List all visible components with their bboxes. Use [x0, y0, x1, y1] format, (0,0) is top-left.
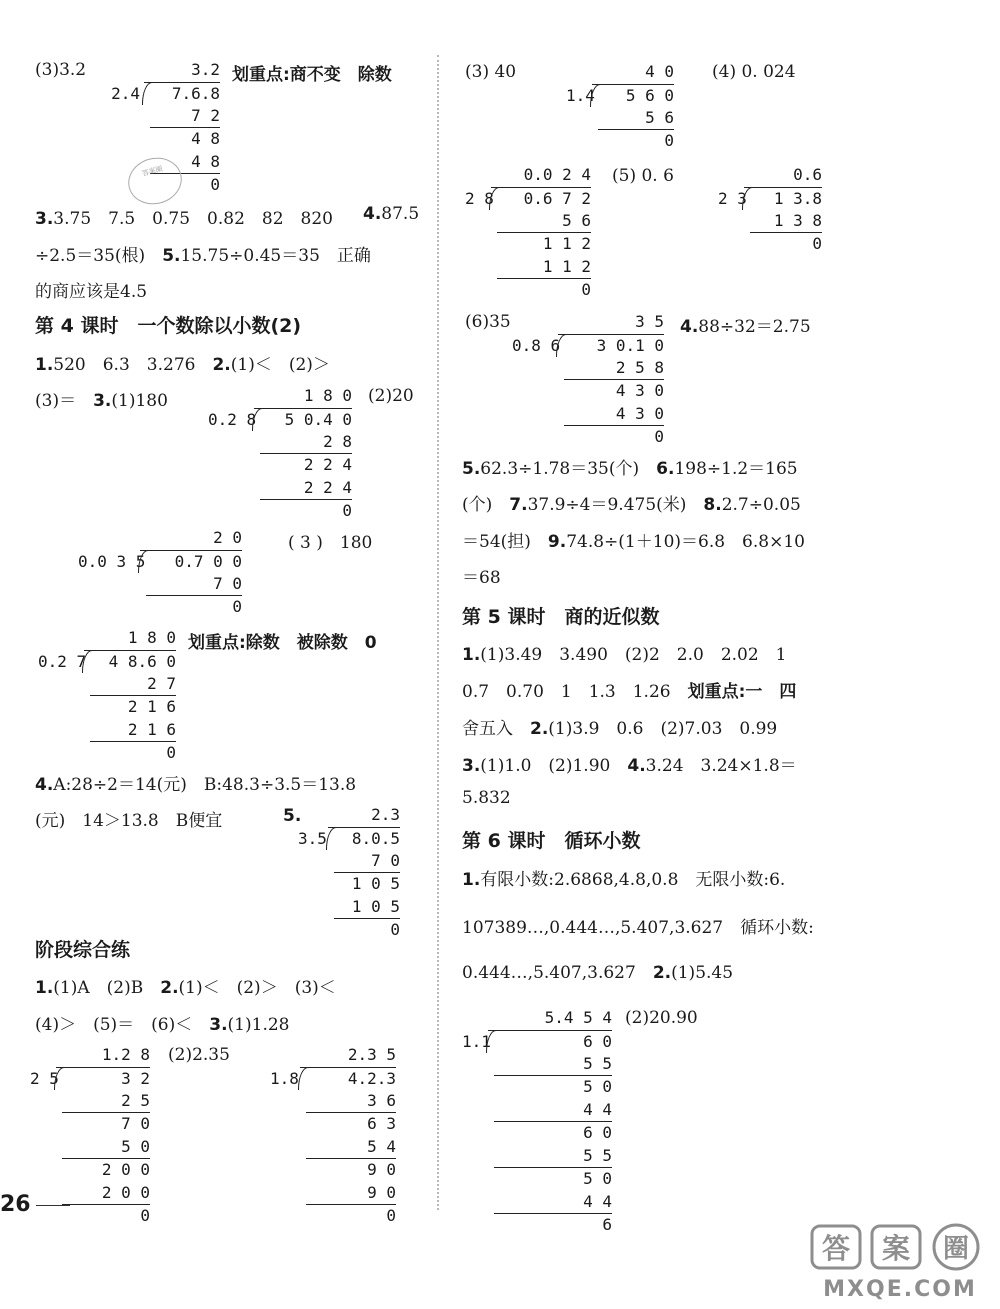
division-step: 7 0: [121, 1114, 150, 1133]
answer-item: (2)20.90: [625, 1008, 698, 1028]
division-step: 0: [166, 743, 176, 762]
division-step: 5 4: [367, 1137, 396, 1156]
answer-item: (3) 40: [465, 62, 517, 82]
division-divisor: 0.0 3 5: [78, 552, 146, 571]
division-quotient: 4 0: [645, 62, 674, 81]
division-step: 0: [232, 597, 242, 616]
division-dividend: 4.2.3: [347, 1069, 396, 1088]
division-rule: [598, 129, 674, 130]
answer-line: (3)＝ 3.(1)180: [35, 391, 168, 411]
division-rule: [62, 1204, 150, 1205]
answer-line: 0.444…,5.407,3.627 2.(1)5.45: [462, 963, 734, 983]
division-step: 5 5: [583, 1054, 612, 1073]
division-quotient: 1.2 8: [101, 1045, 150, 1064]
answer-line: 3.3.75 7.5 0.75 0.82 82 820: [35, 209, 333, 229]
division-quotient: 1 8 0: [303, 386, 352, 405]
division-step: 2 2 4: [303, 455, 352, 474]
division-dividend: 0.7 0 0: [174, 552, 242, 571]
division-rule: [334, 918, 400, 919]
division-step: 0: [390, 920, 400, 939]
division-dividend: 5 0.4 0: [284, 410, 352, 429]
division-rule: [494, 1167, 612, 1168]
division-rule: [564, 425, 664, 426]
division-step: 0: [581, 280, 591, 299]
answer-line: 4.87.5: [363, 204, 420, 224]
answer-line: 107389…,0.444…,5.407,3.627 循环小数:: [462, 918, 814, 938]
watermark-logo: [810, 1222, 990, 1302]
answer-line: (4)＞ (5)＝ (6)＜ 3.(1)1.28: [35, 1015, 290, 1035]
svg-text:圈: 圈: [942, 1234, 970, 1264]
answer-line: 3.(1)1.0 (2)1.90 4.3.24 3.24×1.8＝: [462, 756, 797, 776]
division-step: 2 8: [323, 432, 352, 451]
division-step: 4 4: [583, 1192, 612, 1211]
answer-line: 5.62.3÷1.78＝35(个) 6.198÷1.2＝165: [462, 459, 798, 479]
division-divisor: 2 8: [465, 189, 494, 208]
key-point-note: 划重点:除数 被除数 0: [188, 633, 377, 653]
division-bar: [558, 334, 664, 335]
division-step: 2 1 6: [127, 697, 176, 716]
division-step: 0: [664, 131, 674, 150]
division-quotient: 1 8 0: [127, 628, 176, 647]
division-step: 4 4: [583, 1100, 612, 1119]
division-step: 0: [386, 1206, 396, 1225]
division-divisor: 3.5: [298, 829, 327, 848]
answer-line: 1.520 6.3 3.276 2.(1)＜ (2)＞: [35, 355, 330, 375]
division-divisor: 0.2 7: [38, 652, 87, 671]
answer-line: 4.A:28÷2＝14(元) B:48.3÷3.5＝13.8: [35, 775, 357, 795]
division-bar: [144, 82, 220, 83]
division-step: 2 5 8: [615, 358, 664, 377]
answer-line: (元) 14＞13.8 B便宜: [35, 811, 223, 831]
division-step: 5 0: [583, 1169, 612, 1188]
division-step: 1 0 5: [351, 874, 400, 893]
division-step: 0: [342, 501, 352, 520]
division-divisor: 0.8 6: [512, 336, 561, 355]
division-rule: [750, 232, 822, 233]
division-step: 3 6: [367, 1091, 396, 1110]
division-bar: [491, 187, 591, 188]
answer-line: ＝68: [462, 568, 501, 588]
section-heading: 第 6 课时 循环小数: [462, 830, 641, 852]
division-step: 4 8: [191, 152, 220, 171]
division-bar: [592, 84, 674, 85]
division-quotient: 2 0: [213, 528, 242, 547]
division-step: 4 3 0: [615, 381, 664, 400]
division-bar: [84, 650, 176, 651]
answer-line: ＝54(担) 9.74.8÷(1＋10)＝6.8 6.8×10: [462, 532, 805, 552]
division-rule: [90, 741, 176, 742]
division-step: 5 5: [583, 1146, 612, 1165]
division-bar: [254, 408, 352, 409]
svg-text:答: 答: [821, 1232, 851, 1265]
svg-text:MXQE.COM: MXQE.COM: [823, 1277, 977, 1302]
division-rule: [497, 278, 591, 279]
division-step: 1 3 8: [773, 211, 822, 230]
division-step: 1 0 5: [351, 897, 400, 916]
division-step: 0: [654, 427, 664, 446]
division-dividend: 3 2: [121, 1069, 150, 1088]
column-divider: [437, 55, 439, 1210]
answer-item: (6)35: [465, 312, 511, 332]
division-rule: [494, 1213, 612, 1214]
answer-line: 舍五入 2.(1)3.9 0.6 (2)7.03 0.99: [462, 719, 778, 739]
division-step: 0: [812, 234, 822, 253]
division-dividend: 3 0.1 0: [596, 336, 664, 355]
division-dividend: 7.6.8: [171, 84, 220, 103]
answer-3-3: ( 3 ) 180: [288, 533, 373, 553]
division-bar: [300, 1067, 396, 1068]
division-step: 5 6: [562, 211, 591, 230]
division-divisor: 2 5: [30, 1069, 59, 1088]
division-rule: [260, 499, 352, 500]
division-step: 5 0: [583, 1077, 612, 1096]
division-divisor: 1.1: [462, 1032, 491, 1051]
division-rule: [62, 1112, 150, 1113]
division-quotient: 2.3 5: [347, 1045, 396, 1064]
division-step: 9 0: [367, 1160, 396, 1179]
section-heading: 第 4 课时 一个数除以小数(2): [35, 315, 302, 337]
division-step: 4 8: [191, 129, 220, 148]
division-step: 6: [602, 1215, 612, 1234]
division-rule: [90, 695, 176, 696]
division-step: 2 0 0: [101, 1160, 150, 1179]
division-step: 0: [140, 1206, 150, 1225]
division-dividend: 6 0: [583, 1032, 612, 1051]
division-quotient: 3.2: [191, 60, 220, 79]
division-dividend: 8.0.5: [351, 829, 400, 848]
answer-line: 1.(1)3.49 3.490 (2)2 2.0 2.02 1: [462, 645, 787, 665]
division-step: 5 6: [645, 108, 674, 127]
division-step: 6 0: [583, 1123, 612, 1142]
division-dividend: 1 3.8: [773, 189, 822, 208]
division-divisor: 1.4: [566, 86, 595, 105]
division-step: 7 0: [213, 574, 242, 593]
division-step: 1 1 2: [542, 234, 591, 253]
division-bar: [488, 1030, 612, 1031]
division-rule: [306, 1112, 396, 1113]
answer-item: (2)2.35: [168, 1045, 230, 1065]
division-rule: [494, 1121, 612, 1122]
division-bar: [744, 187, 822, 188]
division-step: 4 3 0: [615, 404, 664, 423]
division-quotient: 5.4 5 4: [544, 1008, 612, 1027]
division-quotient: 0.6: [793, 165, 822, 184]
division-bar: [140, 550, 242, 551]
division-rule: [494, 1075, 612, 1076]
answer-line: 1.有限小数:2.6868,4.8,0.8 无限小数:6.: [462, 870, 786, 890]
answer-line: 1.(1)A (2)B 2.(1)＜ (2)＞ (3)＜: [35, 978, 336, 998]
division-step: 6 3: [367, 1114, 396, 1133]
division-step: 2 5: [121, 1091, 150, 1110]
section-heading: 阶段综合练: [35, 939, 131, 961]
answer-3-3: (3)3.2: [35, 60, 87, 80]
division-rule: [306, 1204, 396, 1205]
division-divisor: 1.8: [270, 1069, 299, 1088]
division-step: 7 0: [371, 851, 400, 870]
page-number: 26: [0, 1192, 31, 1217]
section-heading: 第 5 课时 商的近似数: [462, 606, 660, 628]
answer-line: ÷2.5＝35(根) 5.15.75÷0.45＝35 正确: [35, 246, 371, 266]
answer-line: 5.832: [462, 788, 511, 808]
division-step: 9 0: [367, 1183, 396, 1202]
division-step: 2 0 0: [101, 1183, 150, 1202]
division-rule: [260, 453, 352, 454]
division-dividend: 0.6 7 2: [523, 189, 591, 208]
answer-item: (5) 0. 6: [612, 166, 674, 186]
question-number: 5.: [283, 806, 302, 826]
division-rule: [306, 1158, 396, 1159]
division-step: 7 2: [191, 106, 220, 125]
division-dividend: 5 6 0: [625, 86, 674, 105]
answer-line: (个) 7.37.9÷4＝9.475(米) 8.2.7÷0.05: [462, 495, 801, 515]
division-divisor: 2.4: [111, 84, 140, 103]
division-rule: [564, 379, 664, 380]
page-number-rule: [36, 1205, 70, 1206]
stamp-seal: 答案圈: [123, 152, 187, 210]
answer-item: (2)20: [368, 386, 414, 406]
answer-line: 0.7 0.70 1 1.3 1.26 划重点:一 四: [462, 682, 797, 702]
division-rule: [150, 127, 220, 128]
division-bar: [56, 1067, 150, 1068]
answer-line: 4.88÷32＝2.75: [680, 317, 811, 337]
division-step: 5 0: [121, 1137, 150, 1156]
division-rule: [62, 1158, 150, 1159]
division-step: 1 1 2: [542, 257, 591, 276]
division-step: 0: [210, 175, 220, 194]
division-step: 2 1 6: [127, 720, 176, 739]
answer-line: 的商应该是4.5: [35, 282, 148, 302]
division-dividend: 4 8.6 0: [108, 652, 176, 671]
division-quotient: 2.3: [371, 805, 400, 824]
division-step: 2 2 4: [303, 478, 352, 497]
division-step: 2 7: [147, 674, 176, 693]
division-rule: [146, 595, 242, 596]
answer-item: (4) 0. 024: [712, 62, 796, 82]
division-divisor: 0.2 8: [208, 410, 257, 429]
division-divisor: 2 3: [718, 189, 747, 208]
svg-text:案: 案: [881, 1232, 911, 1265]
division-rule: [334, 872, 400, 873]
division-quotient: 0.0 2 4: [523, 165, 591, 184]
division-rule: [497, 232, 591, 233]
key-point-note: 划重点:商不变 除数: [232, 65, 392, 85]
division-quotient: 3 5: [635, 312, 664, 331]
division-bar: [328, 827, 400, 828]
